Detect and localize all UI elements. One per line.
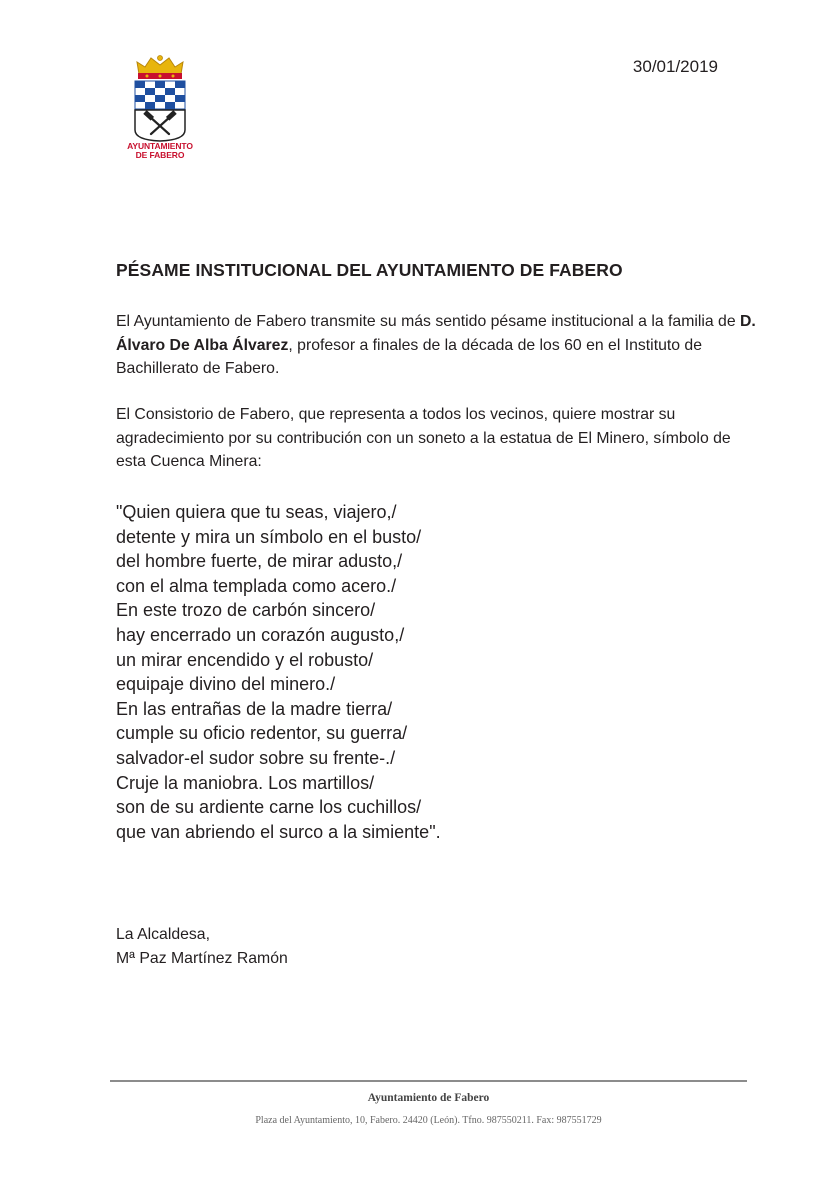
footer-divider	[110, 1080, 747, 1082]
poem-line: un mirar encendido y el robusto/	[116, 649, 374, 670]
footer-organization: Ayuntamiento de Fabero	[367, 1092, 490, 1104]
paragraph-gratitude: El Consistorio de Fabero, que representa a todos los vecinos, quiere mostrar su agradecimiento por su contribución con un soneto a la estatua de El Minero, símbolo de esta Cuenca Minera:	[116, 406, 731, 470]
poem-line: cumple su oficio redentor, su guerra/	[116, 723, 408, 744]
poem-line: salvador-el sudor sobre su frente-./	[116, 747, 396, 768]
paragraph-condolence-before: El Ayuntamiento de Fabero transmite su más sentido pésame institucional a la familia de	[116, 313, 741, 330]
poem-line: Cruje la maniobra. Los martillos/	[116, 772, 375, 793]
footer-address: Plaza del Ayuntamiento, 10, Fabero. 24420 (León). Tfno. 987550211. Fax: 987551729	[255, 1115, 602, 1126]
poem-line: del hombre fuerte, de mirar adusto,/	[116, 551, 403, 572]
poem-line: son de su ardiente carne los cuchillos/	[116, 797, 422, 818]
signature-name: Mª Paz Martínez Ramón	[116, 949, 288, 967]
poem-line: hay encerrado un corazón augusto,/	[116, 624, 405, 645]
signature-role: La Alcaldesa,	[116, 926, 210, 943]
poem-line: En las entrañas de la madre tierra/	[116, 698, 393, 719]
poem-line: En este trozo de carbón sincero/	[116, 600, 376, 621]
document-date: 30/01/2019	[632, 57, 718, 76]
poem-line: detente y mira un símbolo en el busto/	[116, 526, 422, 547]
paragraph-condolence	[116, 310, 756, 381]
paragraph-condolence-after: , profesor a finales de la década de los 60 en el Instituto de Bachillerato de Fabero.	[116, 336, 703, 377]
poem-line: equipaje divino del minero./	[116, 674, 336, 695]
document-title: PÉSAME INSTITUCIONAL DEL AYUNTAMIENTO DE FABERO	[116, 260, 623, 280]
deceased-name: D. Álvaro De Alba Álvarez	[116, 313, 756, 354]
logo-text-line1: AYUNTAMIENTO	[127, 141, 193, 151]
coat-of-arms-icon	[131, 54, 189, 142]
logo-text	[112, 142, 208, 160]
logo-text-line2: DE FABERO	[135, 150, 185, 160]
coat-of-arms-logo	[112, 54, 208, 166]
poem-line: con el alma templada como acero./	[116, 575, 397, 596]
signature-block	[116, 923, 288, 970]
poem-line: que van abriendo el surco a la simiente".	[116, 821, 441, 842]
sonnet	[116, 500, 441, 844]
poem-line: "Quien quiera que tu seas, viajero,/	[116, 502, 397, 522]
